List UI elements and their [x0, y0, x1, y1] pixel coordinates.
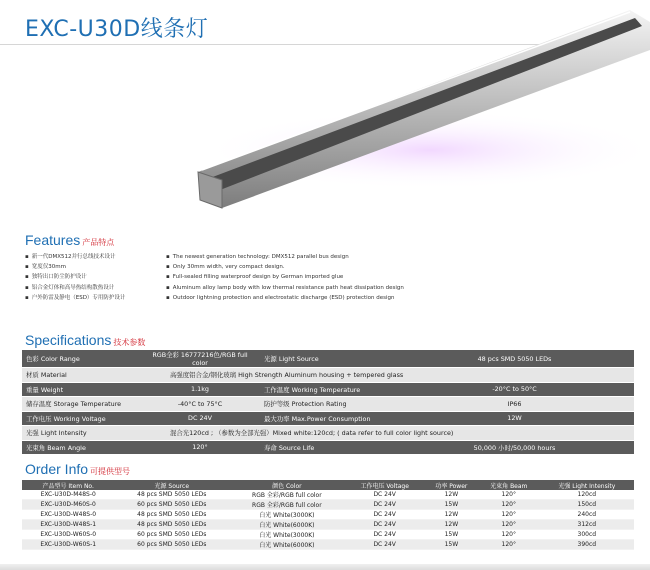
order-header-cell: 光强 Light Intensity — [540, 480, 634, 490]
order-info-title-cn: 可提供型号 — [90, 467, 131, 476]
spec-label: 寿命 Source Life — [260, 440, 395, 455]
spec-label: 工作电压 Working Voltage — [22, 411, 140, 426]
spec-value: -40°C to 75°C — [140, 397, 260, 412]
order-info-title — [25, 461, 130, 477]
spec-value: 48 pcs SMD 5050 LEDs — [395, 350, 634, 368]
spec-row — [22, 411, 634, 426]
spec-row — [22, 382, 634, 397]
order-cell: 120° — [478, 510, 540, 520]
spec-value: IP66 — [395, 397, 634, 412]
order-header-cell: 光束角 Beam — [478, 480, 540, 490]
order-cell: 白光 White(3000K) — [229, 530, 344, 540]
order-cell: 312cd — [540, 520, 634, 530]
spec-value: -20°C to 50°C — [395, 382, 634, 397]
features-list-en — [166, 252, 404, 303]
feature-item: ▪ Full-sealed filling waterproof design by German imported glue — [166, 272, 404, 282]
spec-label: 防护等级 Protection Rating — [260, 397, 395, 412]
spec-row — [22, 397, 634, 412]
order-row — [22, 490, 634, 500]
specifications-title-cn: 技术参数 — [113, 338, 146, 347]
footer-strip — [0, 564, 650, 570]
order-cell: EXC-U30D-W60S-0 — [22, 530, 114, 540]
feature-item: ▪ 铝合金灯体和高导热结构散热设计 — [25, 283, 125, 293]
spec-label: 色彩 Color Range — [22, 350, 140, 368]
order-cell: EXC-U30D-M48S-0 — [22, 490, 114, 500]
spec-value: DC 24V — [140, 411, 260, 426]
spec-label: 工作温度 Working Temperature — [260, 382, 395, 397]
feature-item: ▪ 独特出口防尘防护设计 — [25, 272, 125, 282]
order-header-cell: 光源 Source — [114, 480, 229, 490]
order-cell: 15W — [425, 540, 478, 550]
features-list-cn — [25, 252, 125, 303]
order-info-title-en: Order Info — [25, 461, 89, 477]
order-cell: 120° — [478, 520, 540, 530]
specifications-table — [22, 350, 634, 455]
spec-label: 材质 Material — [22, 368, 140, 383]
order-cell: 白光 White(3000K) — [229, 510, 344, 520]
order-cell: 48 pcs SMD 5050 LEDs — [114, 520, 229, 530]
order-cell: DC 24V — [345, 540, 425, 550]
spec-row — [22, 426, 634, 441]
order-cell: EXC-U30D-W48S-0 — [22, 510, 114, 520]
spec-label: 光强 Light Intensity — [22, 426, 140, 441]
order-header-cell: 功率 Power — [425, 480, 478, 490]
order-header-cell: 颜色 Color — [229, 480, 344, 490]
order-cell: EXC-U30D-W48S-1 — [22, 520, 114, 530]
order-cell: 60 pcs SMD 5050 LEDs — [114, 500, 229, 510]
spec-label: 储存温度 Storage Temperature — [22, 397, 140, 412]
order-header-cell: 工作电压 Voltage — [345, 480, 425, 490]
product-photo — [180, 0, 650, 230]
feature-item: ▪ Outdoor lightning protection and electrostatic discharge (ESD) protection design — [166, 293, 404, 303]
order-cell: 15W — [425, 530, 478, 540]
feature-item: ▪ 新一代DMX512并行总线技术设计 — [25, 252, 125, 262]
order-cell: 150cd — [540, 500, 634, 510]
spec-row — [22, 368, 634, 383]
feature-item: ▪ 户外防雷及静电（ESD）专用防护设计 — [25, 293, 125, 303]
feature-item: ▪ The newest generation technology: DMX512 parallel bus design — [166, 252, 404, 262]
order-cell: 12W — [425, 510, 478, 520]
order-cell: EXC-U30D-M60S-0 — [22, 500, 114, 510]
order-row — [22, 540, 634, 550]
spec-value: RGB全彩 16777216色/RGB full color — [140, 350, 260, 368]
order-cell: 120cd — [540, 490, 634, 500]
order-cell: 白光 White(6000K) — [229, 540, 344, 550]
order-cell: 48 pcs SMD 5050 LEDs — [114, 510, 229, 520]
feature-item: ▪ Aluminum alloy lamp body with low thermal resistance path heat dissipation design — [166, 283, 404, 293]
order-cell: 12W — [425, 490, 478, 500]
order-cell: DC 24V — [345, 520, 425, 530]
specifications-title — [25, 332, 145, 348]
order-row — [22, 520, 634, 530]
order-row — [22, 510, 634, 520]
page-title: EXC-U30D线条灯 — [25, 17, 209, 42]
spec-label: 光束角 Beam Angle — [22, 440, 140, 455]
order-cell: 60 pcs SMD 5050 LEDs — [114, 540, 229, 550]
order-cell: 120° — [478, 540, 540, 550]
order-cell: DC 24V — [345, 530, 425, 540]
order-cell: 120° — [478, 490, 540, 500]
order-cell: 120° — [478, 530, 540, 540]
order-cell: 390cd — [540, 540, 634, 550]
spec-value: 50,000 小时/50,000 hours — [395, 440, 634, 455]
order-cell: 15W — [425, 500, 478, 510]
features-title-cn: 产品特点 — [82, 238, 115, 247]
order-cell: 48 pcs SMD 5050 LEDs — [114, 490, 229, 500]
spec-value: 120° — [140, 440, 260, 455]
order-cell: DC 24V — [345, 500, 425, 510]
spec-label: 重量 Weight — [22, 382, 140, 397]
order-cell: RGB 全彩/RGB full color — [229, 490, 344, 500]
spec-row — [22, 440, 634, 455]
order-info-table — [22, 480, 634, 550]
order-header-row — [22, 480, 634, 490]
order-header-cell: 产品型号 Item No. — [22, 480, 114, 490]
spec-value: 12W — [395, 411, 634, 426]
order-cell: 300cd — [540, 530, 634, 540]
order-cell: DC 24V — [345, 490, 425, 500]
feature-item: ▪ 宽度仅30mm — [25, 262, 125, 272]
order-cell: RGB 全彩/RGB full color — [229, 500, 344, 510]
spec-value: 混合光120cd ; （参数为全部光强）Mixed white:120cd; ( data refer to full color light source) — [140, 426, 634, 441]
order-cell: DC 24V — [345, 510, 425, 520]
spec-value: 1.1kg — [140, 382, 260, 397]
order-cell: 60 pcs SMD 5050 LEDs — [114, 530, 229, 540]
spec-label: 光源 Light Source — [260, 350, 395, 368]
order-row — [22, 500, 634, 510]
order-cell: 白光 White(6000K) — [229, 520, 344, 530]
feature-item: ▪ Only 30mm width, very compact design. — [166, 262, 404, 272]
spec-row — [22, 350, 634, 368]
order-cell: 12W — [425, 520, 478, 530]
order-cell: 240cd — [540, 510, 634, 520]
features-title-en: Features — [25, 232, 81, 248]
order-row — [22, 530, 634, 540]
features-title — [25, 232, 114, 248]
spec-label: 最大功率 Max.Power Consumption — [260, 411, 395, 426]
order-cell: 120° — [478, 500, 540, 510]
order-cell: EXC-U30D-W60S-1 — [22, 540, 114, 550]
specifications-title-en: Specifications — [25, 332, 112, 348]
spec-value: 高强度铝合金/钢化玻璃 High Strength Aluminum housing + tempered glass — [140, 368, 634, 383]
